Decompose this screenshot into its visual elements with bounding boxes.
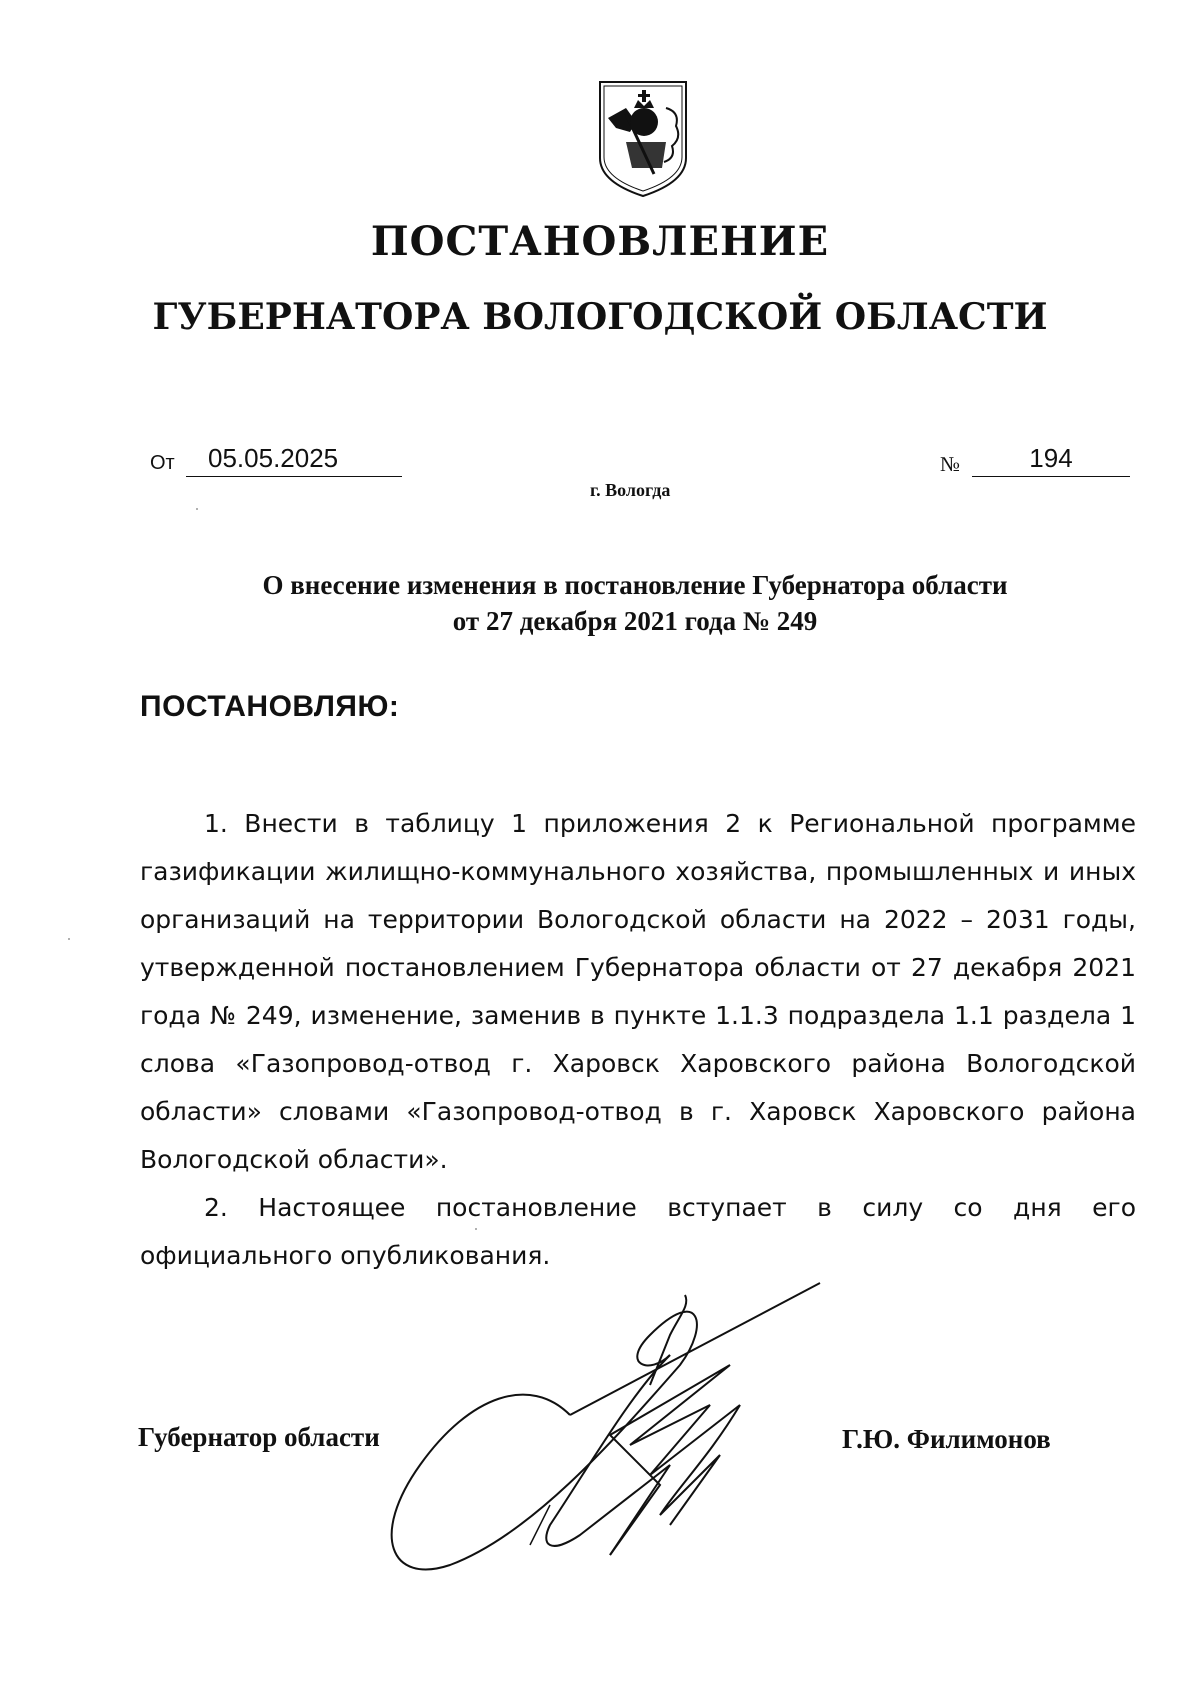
- signatory-position: Губернатор области: [138, 1422, 380, 1452]
- paragraph-2: 2. Настоящее постановление вступает в силу со дня его официального опубликования.: [140, 1193, 1136, 1270]
- handwritten-signature-icon: [380, 1225, 960, 1605]
- number-label: №: [940, 452, 961, 476]
- document-subtitle: ГУБЕРНАТОРА ВОЛОГОДСКОЙ ОБЛАСТИ: [152, 296, 1048, 338]
- signatory-name: Г.Ю. Филимонов: [842, 1424, 1051, 1454]
- subject-line-2: от 27 декабря 2021 года № 249: [452, 606, 818, 636]
- decree-heading: ПОСТАНОВЛЯЮ:: [140, 690, 400, 723]
- date-label: От: [150, 452, 175, 474]
- document-city: г. Вологда: [590, 480, 671, 500]
- scan-speck: [68, 938, 70, 940]
- document-subject: [0, 567, 1200, 639]
- subject-line-1: О внесение изменения в постановление Губернатора области: [262, 570, 1008, 600]
- document-date: 05.05.2025: [186, 440, 402, 477]
- document-number: 194: [972, 440, 1130, 477]
- document-body: [140, 800, 1136, 1280]
- document-title: ПОСТАНОВЛЕНИЕ: [370, 218, 830, 265]
- paragraph-1: 1. Внести в таблицу 1 приложения 2 к Региональной программе газификации жилищно-коммунального хозяйства, промышленных и иных организаций на территории Вологодской области на 2022 – 2031 годы, утвержденной постановлением Губернатора области от 27 декабря 2021 года № 249, изменение, заменив в пункте 1.1.3 подраздела 1.1 раздела 1 слова «Газопровод-отвод г. Харовск Харовского района Вологодской области» словами «Газопровод-отвод в г. Харовск Харовского района Вологодской области».: [140, 809, 1136, 1174]
- scan-speck: [475, 1228, 477, 1230]
- scan-speck: [196, 508, 198, 510]
- coat-of-arms-icon: [596, 78, 690, 200]
